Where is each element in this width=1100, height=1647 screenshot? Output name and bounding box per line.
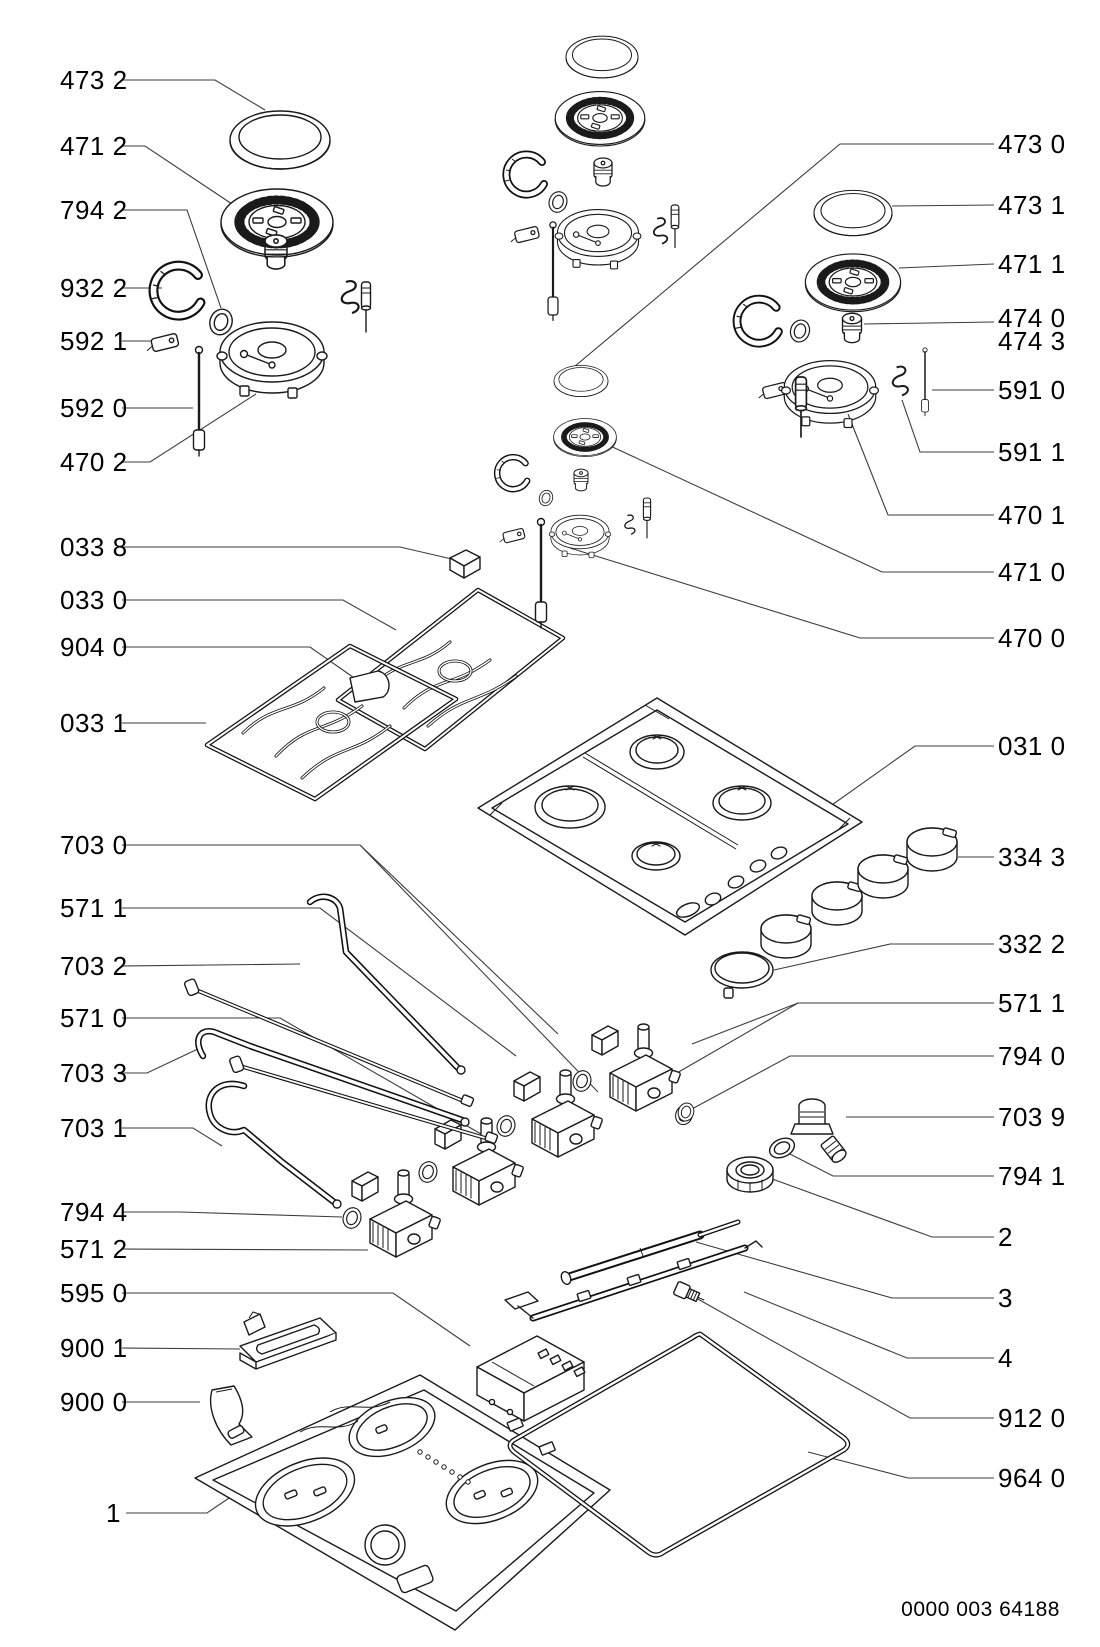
pan-support-left	[207, 646, 456, 799]
part-label-592-1: 592 1	[60, 326, 128, 356]
part-label-473-1: 473 1	[998, 190, 1066, 220]
part-label-591-0: 591 0	[998, 375, 1066, 405]
spring-large	[342, 281, 359, 313]
part-label-964-0: 964 0	[998, 1463, 1066, 1493]
burner-clip-large	[152, 266, 201, 316]
part-label-794-0: 794 0	[998, 1041, 1066, 1071]
part-label-470-2: 470 2	[60, 447, 128, 477]
part-label-571-1: 571 1	[60, 893, 128, 923]
hob-top-panel	[478, 698, 862, 935]
part-label-703-3: 703 3	[60, 1058, 128, 1088]
base-tray	[195, 1375, 610, 1630]
part-label-571-0: 571 0	[60, 1003, 128, 1033]
electrode-large	[362, 282, 371, 332]
part-label-334-3: 334 3	[998, 842, 1066, 872]
part-label-794-2: 794 2	[60, 195, 128, 225]
part-label-2: 2	[998, 1222, 1013, 1252]
bracket-slotted	[240, 1312, 336, 1369]
part-label-332-2: 332 2	[998, 929, 1066, 959]
burner-group-right	[736, 190, 929, 437]
part-label-474-3: 474 3	[998, 326, 1066, 356]
part-label-471-1: 471 1	[998, 249, 1066, 279]
part-label-033-0: 033 0	[60, 585, 128, 615]
part-label-900-1: 900 1	[60, 1333, 128, 1363]
part-label-912-0: 912 0	[998, 1403, 1066, 1433]
part-label-794-4: 794 4	[60, 1197, 128, 1227]
part-label-591-1: 591 1	[998, 437, 1066, 467]
grid-clip	[450, 550, 480, 578]
document-number: 0000 003 64188	[901, 1598, 1060, 1621]
part-label-794-1: 794 1	[998, 1161, 1066, 1191]
part-label-932-2: 932 2	[60, 273, 128, 303]
part-label-470-1: 470 1	[998, 500, 1066, 530]
part-label-471-2: 471 2	[60, 131, 128, 161]
part-label-4: 4	[998, 1343, 1013, 1373]
part-label-595-0: 595 0	[60, 1278, 128, 1308]
burner-group-large	[145, 111, 371, 456]
ignition-plug-large	[145, 333, 179, 353]
part-label-703-0: 703 0	[60, 830, 128, 860]
part-label-904-0: 904 0	[60, 632, 128, 662]
ring-nut	[727, 1157, 773, 1192]
burner-group-small	[496, 365, 651, 628]
part-label-031-0: 031 0	[998, 731, 1066, 761]
part-label-571-2: 571 2	[60, 1234, 128, 1264]
part-label-033-1: 033 1	[60, 708, 128, 738]
part-label-1: 1	[106, 1498, 121, 1528]
thermocouple-large	[194, 347, 205, 457]
knob-hole-cover	[711, 952, 773, 998]
part-label-592-0: 592 0	[60, 393, 128, 423]
elbow-fitting	[791, 1099, 848, 1165]
gas-valves	[352, 1024, 681, 1257]
burner-body-large	[217, 322, 327, 398]
part-label-470-0: 470 0	[998, 623, 1066, 653]
part-label-900-0: 900 0	[60, 1387, 128, 1417]
thermocouple-591-0	[922, 348, 929, 416]
part-label-471-0: 471 0	[998, 557, 1066, 587]
part-label-473-2: 473 2	[60, 65, 128, 95]
part-label-703-9: 703 9	[998, 1102, 1066, 1132]
part-label-473-0: 473 0	[998, 129, 1066, 159]
burner-group-middle	[505, 36, 679, 320]
part-label-571-1: 571 1	[998, 988, 1066, 1018]
washer-794-1	[766, 1134, 797, 1161]
part-label-474-0: 474 0	[998, 303, 1066, 333]
part-label-703-1: 703 1	[60, 1113, 128, 1143]
burner-cap-large	[230, 111, 330, 169]
electrode-591-1	[796, 377, 807, 437]
part-label-033-8: 033 8	[60, 532, 128, 562]
bracket-angled	[211, 1386, 252, 1445]
grid-pad	[350, 671, 389, 702]
screw-fitting	[673, 1281, 707, 1306]
part-label-703-2: 703 2	[60, 951, 128, 981]
pan-support-right	[338, 590, 563, 749]
part-label-3: 3	[998, 1283, 1013, 1313]
